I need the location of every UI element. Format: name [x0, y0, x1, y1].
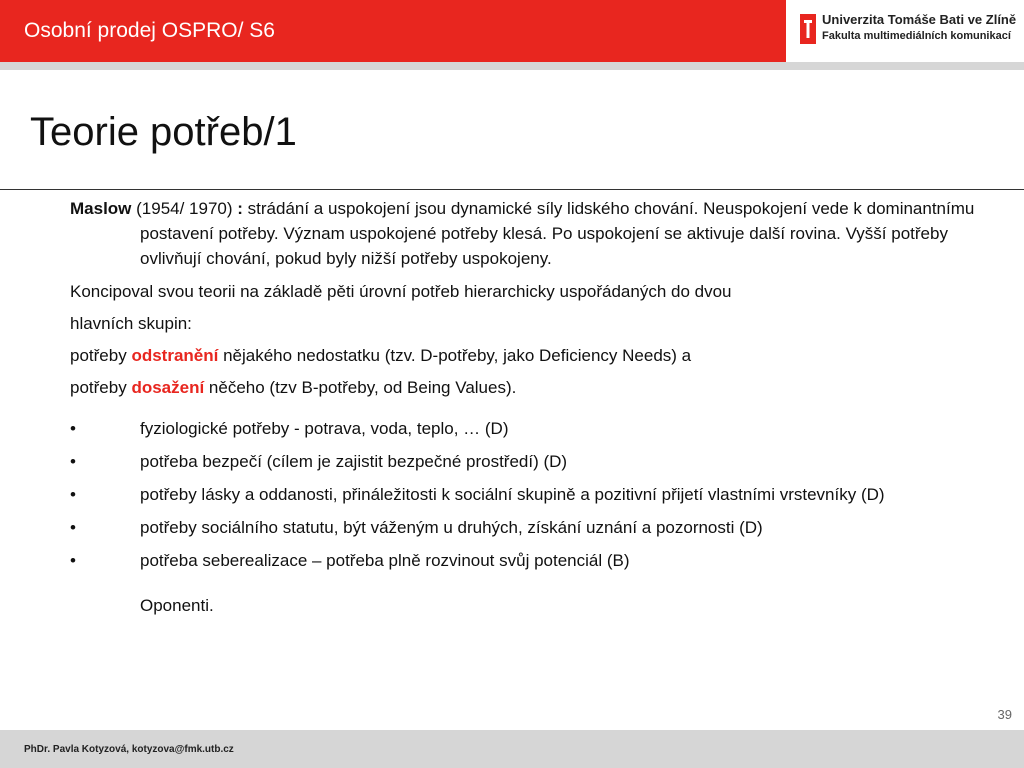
list-item-text: fyziologické potřeby - potrava, voda, teplo, … (D) — [140, 419, 509, 438]
page-number: 39 — [997, 707, 1012, 722]
bullet-icon: • — [70, 452, 76, 471]
d-needs-line — [70, 343, 1010, 368]
list-item — [70, 416, 1010, 441]
b-needs-highlight: dosažení — [131, 378, 205, 397]
d-needs-highlight: odstranění — [131, 346, 219, 365]
author-name: Maslow — [70, 199, 132, 218]
bullet-icon: • — [70, 518, 76, 537]
bullet-icon: • — [70, 485, 76, 504]
list-item-text: potřeba bezpečí (cílem je zajistit bezpečné prostředí) (D) — [140, 452, 568, 471]
slide-content — [70, 196, 1010, 618]
b-needs-suffix: něčeho (tzv B-potřeby, od Being Values). — [204, 378, 517, 397]
theory-paragraph: Koncipoval svou teorii na základě pěti úrovní potřeb hierarchicky uspořádaných do dvou — [70, 282, 732, 301]
university-logo — [786, 0, 1024, 62]
course-title: Osobní prodej OSPRO/ S6 — [24, 19, 275, 42]
footer-author: PhDr. Pavla Kotyzová, kotyzova@fmk.utb.cz — [24, 744, 234, 755]
faculty-name: Fakulta multimediálních komunikací — [822, 30, 1011, 42]
d-needs-prefix: potřeby — [70, 346, 132, 365]
list-item — [70, 515, 1010, 540]
header-bar — [0, 0, 786, 62]
b-needs-prefix: potřeby — [70, 378, 132, 397]
needs-list — [70, 416, 1010, 573]
list-item-text: potřeby sociálního statutu, být váženým u druhých, získání uznání a pozornosti (D) — [140, 518, 763, 537]
d-needs-suffix: nějakého nedostatku (tzv. D-potřeby, jako Deficiency Needs) a — [218, 346, 692, 365]
intro-colon: : — [237, 199, 243, 218]
list-item-text: potřeby lásky a oddanosti, přináležitosti k sociální skupině a pozitivní přijetí vlastními vrstevníky (D) — [140, 485, 885, 504]
maslow-paragraph — [70, 196, 1010, 271]
closing-text: Oponenti. — [140, 596, 214, 615]
bullet-icon: • — [70, 551, 76, 570]
slide-title: Teorie potřeb/1 — [30, 110, 297, 154]
title-rule — [0, 189, 1024, 190]
list-item-text: potřeba seberealizace – potřeba plně rozvinout svůj potenciál (B) — [140, 551, 630, 570]
utb-logo-icon — [800, 14, 816, 44]
groups-paragraph: hlavních skupin: — [70, 314, 192, 333]
list-item — [70, 482, 1010, 507]
header-divider-strip — [0, 62, 1024, 70]
intro-text: strádání a uspokojení jsou dynamické síly lidského chování. Neuspokojení vede k dominantnímu postavení potřeby. Význam uspokojené potřeby klesá. Po uspokojení se aktivuje další rovina. Vyšší potřeby ovlivňují chování, pokud byly nižší potřeby uspokojeny. — [140, 199, 975, 268]
list-item — [70, 449, 1010, 474]
university-name: Univerzita Tomáše Bati ve Zlíně — [822, 12, 1017, 27]
author-years: (1954/ 1970) — [131, 199, 238, 218]
bullet-icon: • — [70, 419, 76, 438]
footer-bar — [0, 730, 1024, 768]
list-item — [70, 548, 1010, 573]
b-needs-line — [70, 375, 1010, 400]
